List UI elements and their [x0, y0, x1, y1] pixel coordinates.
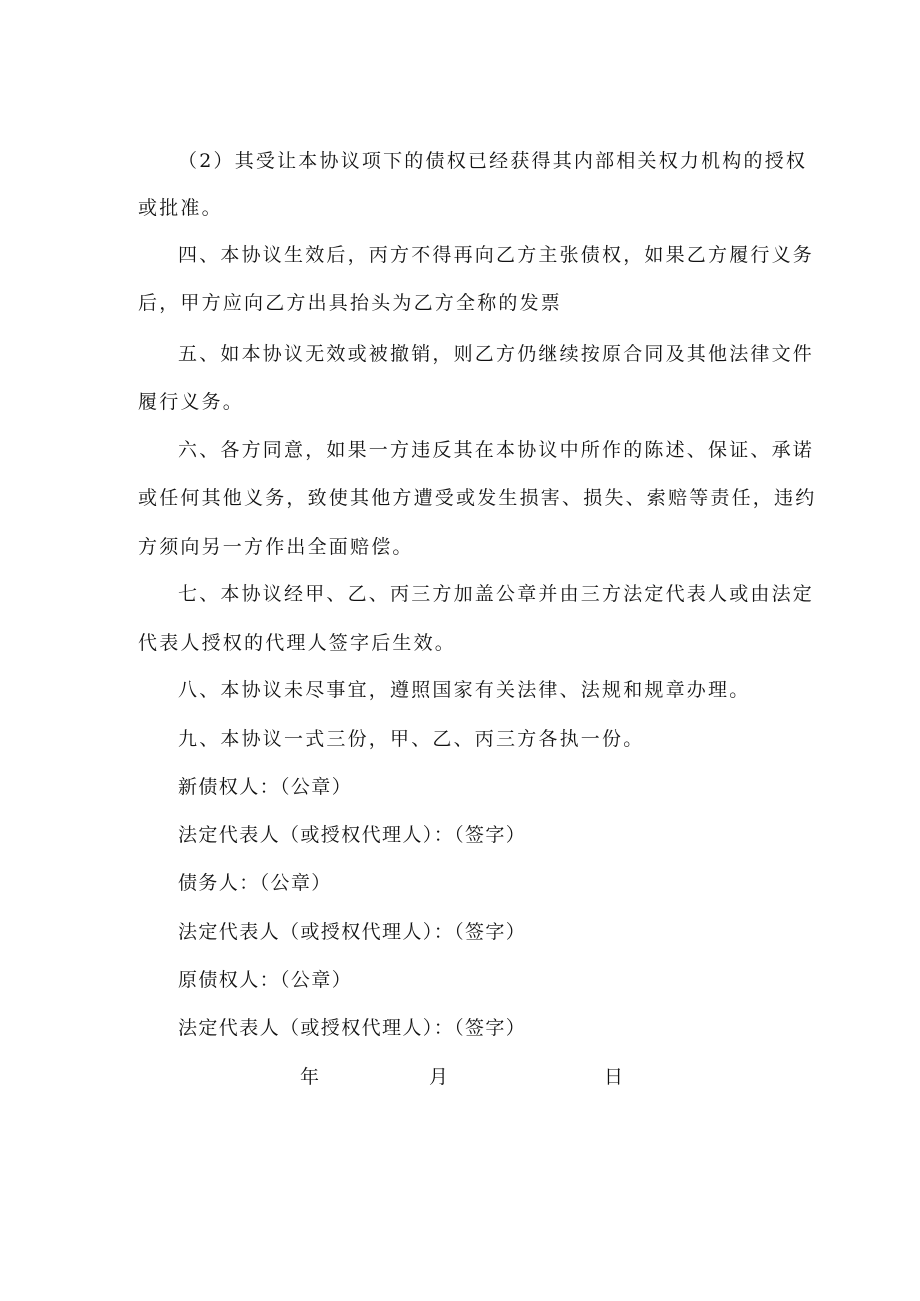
signature-new-creditor-representative: 法定代表人（或授权代理人）：（签字）: [178, 824, 527, 846]
date-month-label: 月: [429, 1066, 449, 1088]
clause-4-line-1: 四、本协议生效后，丙方不得再向乙方主张债权，如果乙方履行义务: [178, 244, 815, 266]
clause-4-line-2: 后，甲方应向乙方出具抬头为乙方全称的发票: [138, 292, 563, 314]
clause-7-line-2: 代表人授权的代理人签字后生效。: [138, 632, 457, 654]
clause-8-line-1: 八、本协议未尽事宜，遵照国家有关法律、法规和规章办理。: [178, 679, 751, 701]
clause-5-line-2: 履行义务。: [138, 391, 245, 413]
clause-6-line-2: 或任何其他义务，致使其他方遭受或发生损害、损失、索赔等责任，违约: [138, 487, 817, 509]
signature-debtor-representative: 法定代表人（或授权代理人）：（签字）: [178, 921, 527, 943]
clause-7-line-1: 七、本协议经甲、乙、丙三方加盖公章并由三方法定代表人或由法定: [178, 583, 815, 605]
clause-6-line-1: 六、各方同意，如果一方违反其在本协议中所作的陈述、保证、承诺: [178, 439, 815, 461]
clause-6-line-3: 方须向另一方作出全面赔偿。: [138, 536, 414, 558]
date-year-label: 年: [300, 1066, 320, 1088]
clause-9-line-1: 九、本协议一式三份，甲、乙、丙三方各执一份。: [178, 728, 645, 750]
clause-5-line-1: 五、如本协议无效或被撤销，则乙方仍继续按原合同及其他法律文件: [178, 343, 815, 365]
signature-new-creditor: 新债权人：（公章）: [178, 776, 353, 798]
clause-2-line-2: 或批准。: [138, 197, 223, 219]
signature-original-creditor-representative: 法定代表人（或授权代理人）：（签字）: [178, 1017, 527, 1039]
signature-original-creditor: 原债权人：（公章）: [178, 969, 353, 991]
date-day-label: 日: [604, 1066, 624, 1088]
clause-2-line-1: （2）其受让本协议项下的债权已经获得其内部相关权力机构的授权: [178, 150, 808, 172]
signature-debtor: 债务人：（公章）: [178, 872, 332, 894]
